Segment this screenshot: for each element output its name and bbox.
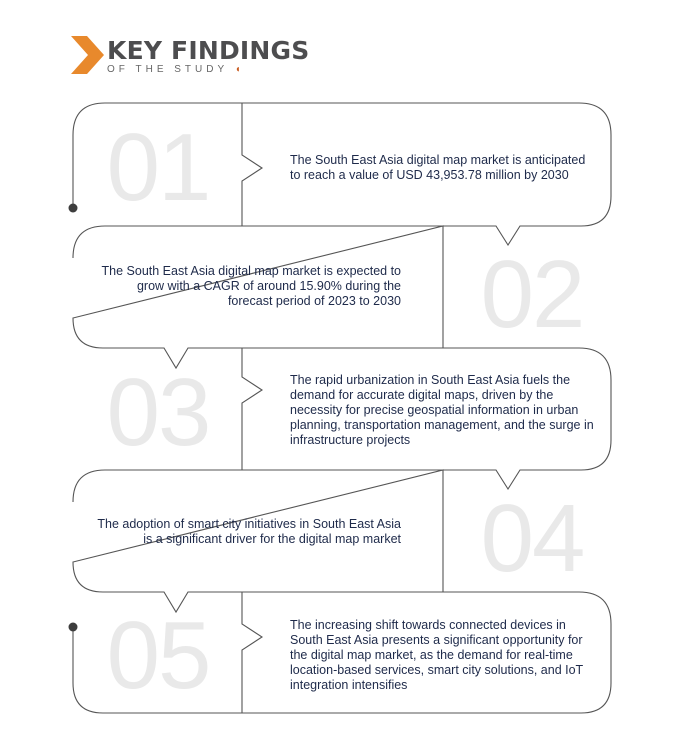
bullet-dot-top bbox=[69, 204, 78, 213]
connector-05 bbox=[242, 592, 262, 713]
connector-01 bbox=[242, 103, 262, 226]
crescent-icon: ◖ bbox=[234, 64, 241, 75]
finding-number-01: 01 bbox=[106, 114, 210, 221]
finding-text-05: The increasing shift towards connected devices in South East Asia presents a significant opportunity for the digital map market, as the demand for real-time location-based services, smart city solutions, and IoT integration intensifies bbox=[290, 618, 583, 692]
page-title: KEY FINDINGS bbox=[107, 36, 310, 65]
finding-text-01: The South East Asia digital map market is anticipated to reach a value of USD 43,953.78 million by 2030 bbox=[290, 153, 586, 182]
bullet-dot-bottom bbox=[69, 623, 78, 632]
finding-text-02: The South East Asia digital map market is expected to grow with a CAGR of around 15.90% during the forecast period of 2023 to 2030 bbox=[101, 264, 401, 308]
finding-text-03: The rapid urbanization in South East Asia fuels the demand for accurate digital maps, driven by the necessity for precise geospatial information in urban planning, transportation management, and the surge in infrastructure projects bbox=[290, 373, 594, 447]
connector-03 bbox=[242, 348, 262, 470]
page-subtitle-text: OF THE STUDY bbox=[107, 64, 228, 75]
finding-number-05: 05 bbox=[106, 602, 210, 709]
finding-number-04: 04 bbox=[480, 485, 584, 592]
finding-number-03: 03 bbox=[106, 359, 210, 466]
finding-number-02: 02 bbox=[480, 241, 584, 348]
finding-text-04: The adoption of smart city initiatives in South East Asia is a significant driver for the digital map market bbox=[97, 517, 401, 546]
